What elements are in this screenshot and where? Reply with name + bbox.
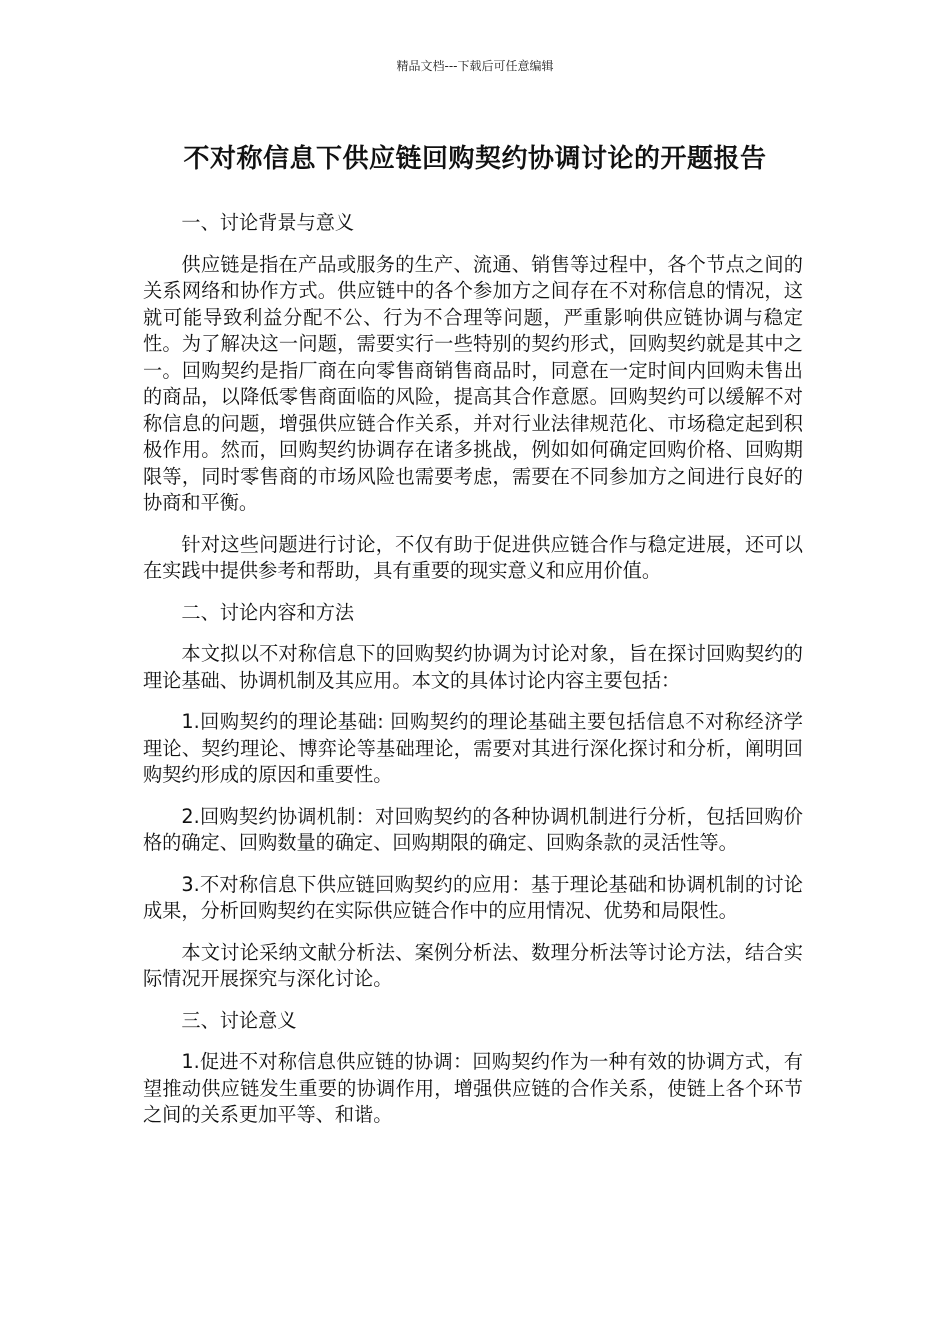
paragraph-content-item-1: 1.回购契约的理论基础: 回购契约的理论基础主要包括信息不对称经济学理论、契约理论、博弈论等基础理论，需要对其进行深化探讨和分析，阐明回购契约形成的原因和重要性。 bbox=[143, 710, 803, 786]
header-note: 精品文档---下载后可任意编辑 bbox=[396, 59, 554, 73]
document-body bbox=[143, 210, 803, 1144]
paragraph-methods: 本文讨论采纳文献分析法、案例分析法、数理分析法等讨论方法，结合实际情况开展探究与深化讨论。 bbox=[143, 940, 803, 990]
paragraph-content-intro: 本文拟以不对称信息下的回购契约协调为讨论对象，旨在探讨回购契约的理论基础、协调机制及其应用。本文的具体讨论内容主要包括： bbox=[143, 642, 803, 692]
section-heading-significance: 三、讨论意义 bbox=[181, 1008, 297, 1032]
paragraph-content-item-2: 2.回购契约协调机制：对回购契约的各种协调机制进行分析，包括回购价格的确定、回购数量的确定、回购期限的确定、回购条款的灵活性等。 bbox=[143, 804, 803, 854]
paragraph-background-2: 针对这些问题进行讨论，不仅有助于促进供应链合作与稳定进展，还可以在实践中提供参考和帮助，具有重要的现实意义和应用价值。 bbox=[143, 532, 803, 582]
paragraph-content-item-3: 3.不对称信息下供应链回购契约的应用：基于理论基础和协调机制的讨论成果，分析回购契约在实际供应链合作中的应用情况、优势和局限性。 bbox=[143, 872, 803, 922]
section-heading-background: 一、讨论背景与意义 bbox=[181, 211, 355, 234]
section-heading-content-methods: 二、讨论内容和方法 bbox=[181, 600, 355, 624]
document-title: 不对称信息下供应链回购契约协调讨论的开题报告 bbox=[183, 144, 767, 174]
paragraph-significance-item-1: 1.促进不对称信息供应链的协调：回购契约作为一种有效的协调方式，有望推动供应链发生重要的协调作用，增强供应链的合作关系，使链上各个环节之间的关系更加平等、和谐。 bbox=[143, 1050, 803, 1126]
paragraph-background-1: 供应链是指在产品或服务的生产、流通、销售等过程中，各个节点之间的关系网络和协作方式。供应链中的各个参加方之间存在不对称信息的情况，这就可能导致利益分配不公、行为不合理等问题，严重影响供应链协调与稳定性。为了解决这一问题，需要实行一些特别的契约形式，回购契约就是其中之一。回购契约是指厂商在向零售商销售商品时，同意在一定时间内回购未售出的商品，以降低零售商面临的风险，提高其合作意愿。回购契约可以缓解不对称信息的问题，增强供应链合作关系，并对行业法律规范化、市场稳定起到积极作用。然而，回购契约协调存在诸多挑战，例如如何确定回购价格、回购期限等，同时零售商的市场风险也需要考虑，需要在不同参加方之间进行良好的协商和平衡。 bbox=[143, 252, 803, 514]
